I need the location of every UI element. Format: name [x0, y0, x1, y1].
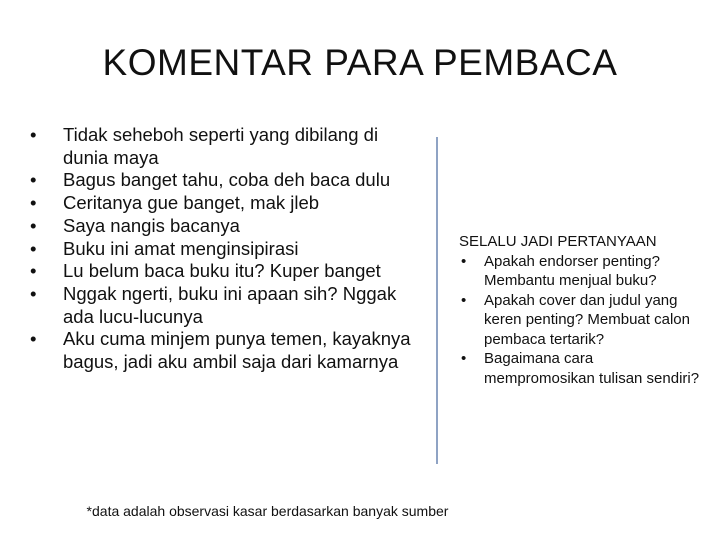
comment-item [30, 283, 425, 328]
question-item [459, 291, 704, 350]
comment-text: Ceritanya gue banget, mak jleb [63, 192, 320, 214]
question-item [459, 349, 704, 388]
questions-list [459, 252, 704, 389]
bullet-icon: • [30, 169, 37, 191]
bullet-icon: • [30, 328, 37, 350]
comment-item [30, 124, 425, 169]
footnote: *data adalah observasi kasar berdasarkan banyak sumber [86, 503, 449, 519]
bullet-icon: • [30, 192, 37, 214]
comment-text: Tidak seheboh seperti yang dibilang di dunia maya [63, 124, 379, 168]
bullet-icon: • [461, 350, 467, 367]
comment-text: Saya nangis bacanya [63, 214, 240, 236]
comment-item [30, 238, 425, 261]
comment-item [30, 328, 425, 373]
comment-item [30, 260, 425, 283]
bullet-icon: • [461, 291, 467, 309]
bullet-icon: • [461, 252, 467, 270]
bullet-icon: • [30, 260, 37, 282]
slide-title: KOMENTAR PARA PEMBACA [102, 42, 618, 83]
reader-comments-list [30, 124, 425, 374]
comment-item [30, 192, 425, 215]
question-text: Apakah cover dan judul yang keren penting? Membuat calon pembaca tertarik? [484, 291, 690, 348]
question-text: Apakah endorser penting? Membantu menjual buku? [484, 252, 660, 289]
comment-item [30, 215, 425, 238]
comment-text: Bagus banget tahu, coba deh baca dulu [63, 169, 391, 191]
questions-block [459, 232, 704, 388]
questions-heading: SELALU JADI PERTANYAAN [459, 233, 657, 250]
bullet-icon: • [30, 214, 37, 236]
bullet-icon: • [30, 237, 37, 259]
comment-text: Buku ini amat menginsipirasi [63, 237, 299, 259]
question-item [459, 252, 704, 291]
bullet-icon: • [30, 282, 37, 304]
column-divider [436, 137, 438, 464]
comment-text: Aku cuma minjem punya temen, kayaknya bagus, jadi aku ambil saja dari kamarnya [63, 328, 411, 373]
comment-item [30, 169, 425, 192]
question-text: Bagaimana cara mempromosikan tulisan sendiri? [484, 350, 700, 387]
comment-text: Nggak ngerti, buku ini apaan sih? Nggak ada lucu-lucunya [63, 282, 397, 327]
bullet-icon: • [30, 124, 37, 145]
comment-text: Lu belum baca buku itu? Kuper banget [63, 260, 381, 282]
